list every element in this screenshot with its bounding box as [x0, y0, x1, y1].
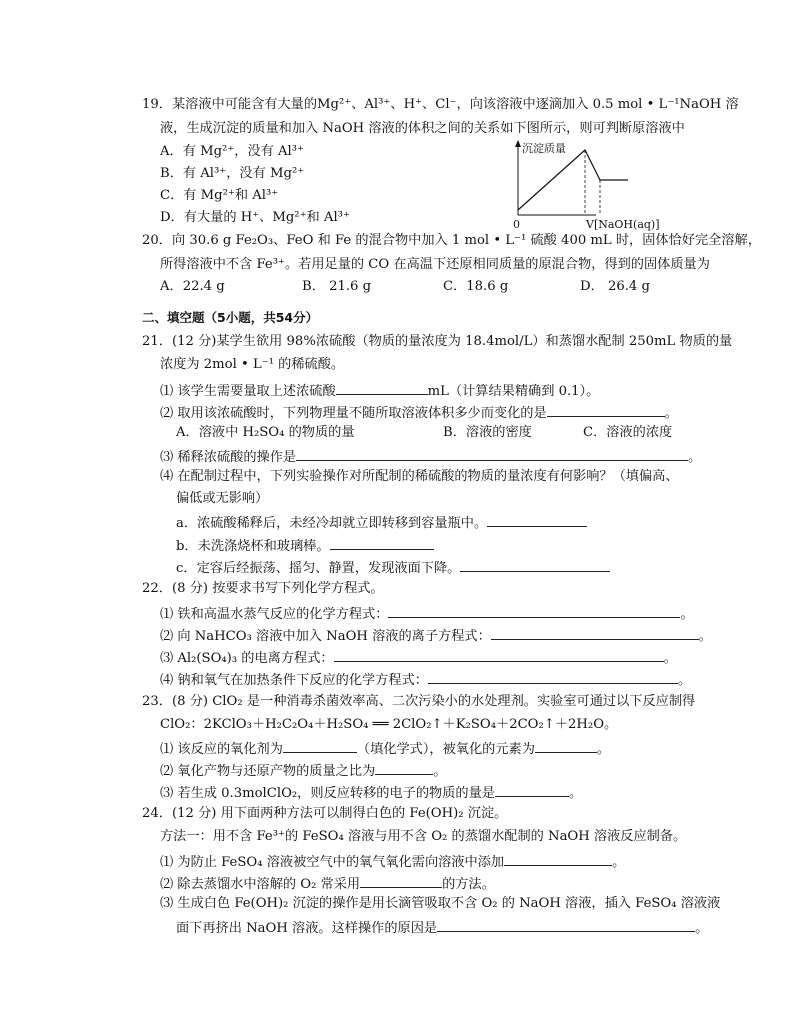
graph-curve [518, 150, 628, 210]
q21-part3-blank[interactable] [296, 446, 688, 461]
q21-part1 [160, 380, 599, 401]
q19-option-a: A．有 Mg²⁺，没有 Al³⁺ [160, 144, 305, 159]
q22-line1: 22．(8 分) 按要求书写下列化学方程式。 [142, 581, 384, 596]
q19-option-d: D．有大量的 H⁺、Mg²⁺和 Al³⁺ [160, 210, 350, 225]
q24-part3-end: 。 [695, 921, 709, 936]
q22-part2-end: 。 [698, 629, 712, 644]
q23-part1 [160, 738, 610, 759]
q23-part1-blank-a[interactable] [283, 738, 357, 753]
q21-part4-a-text: a．浓硫酸稀释后，未经冷却就立即转移到容量瓶中。 [176, 516, 488, 531]
q22-part1-text: ⑴ 铁和高温水蒸气反应的化学方程式： [160, 607, 389, 622]
q21-part4-line2: 偏低或无影响） [176, 491, 269, 506]
q21-part3 [160, 446, 701, 467]
q22-part4 [160, 669, 691, 690]
q22-part2 [160, 625, 712, 646]
q24-part3-line1: ⑶ 生成白色 Fe(OH)₂ 沉淀的操作是用长滴管吸取不含 O₂ 的 NaOH 溶液，插入 FeSO₄ 溶液液 [160, 896, 721, 911]
q24-part2-tail: 的方法。 [442, 877, 495, 892]
q23-part3 [160, 782, 582, 803]
q23-part3-blank[interactable] [495, 782, 569, 797]
q24-part1 [160, 851, 625, 872]
q20-line1: 20．向 30.6 g Fe₂O₃、FeO 和 Fe 的混合物中加入 1 mol • L⁻¹ 硫酸 400 mL 时，固体恰好完全溶解， [142, 233, 761, 248]
q22-part1 [160, 603, 694, 624]
precipitate-graph [510, 140, 690, 230]
q21-part4-c-blank[interactable] [460, 557, 610, 572]
q21-part4-a-blank[interactable] [487, 512, 587, 527]
q23-part2-end: 。 [433, 764, 447, 779]
q23-part2-blank[interactable] [375, 760, 433, 775]
q20-option-a: A．22.4 g [160, 279, 225, 294]
q23-part1-text: ⑴ 该反应的氧化剂为 [160, 742, 283, 757]
graph-origin: 0 [513, 218, 520, 231]
q21-part4-a [176, 512, 587, 533]
q24-part1-end: 。 [612, 855, 626, 870]
q24-method1: 方法一：用不含 Fe³⁺的 FeSO₄ 溶液与用不含 O₂ 的蒸馏水配制的 NaOH 溶液反应制备。 [160, 829, 687, 844]
q23-part3-end: 。 [569, 786, 583, 801]
q23-part1-end: 。 [596, 742, 611, 757]
q20-option-c: C．18.6 g [443, 279, 509, 294]
q24-part1-blank[interactable] [504, 851, 612, 866]
q21-part1-text: ⑴ 该学生需要量取上述浓硫酸 [160, 384, 336, 399]
q21-line1: 21．(12 分)某学生欲用 98%浓硫酸（物质的量浓度为 18.4mol/L）和蒸馏水配制 250mL 物质的量 [142, 334, 733, 349]
q20-option-d: D． 26.4 g [580, 279, 650, 294]
q21-part4-c [176, 557, 610, 578]
q23-part3-text: ⑶ 若生成 0.3molClO₂，则反应转移的电子的物质的量是 [160, 786, 495, 801]
q23-line1: 23．(8 分) ClO₂ 是一种消毒杀菌效率高、二次污染小的水处理剂。实验室可通过以下反应制得 [142, 694, 696, 709]
q22-part4-text: ⑷ 钠和氧气在加热条件下反应的化学方程式： [160, 673, 428, 688]
q24-part2-text: ⑵ 除去蒸馏水中溶解的 O₂ 常采用 [160, 877, 361, 892]
q24-part1-text: ⑴ 为防止 FeSO₄ 溶液被空气中的氧气氧化需向溶液中添加 [160, 855, 505, 870]
q20-line2: 所得溶液中不含 Fe³⁺。若用足量的 CO 在高温下还原相同质量的原混合物，得到的固体质量为 [160, 257, 710, 272]
q21-line2: 浓度为 2mol • L⁻¹ 的稀硫酸。 [160, 357, 345, 372]
q24-part2 [160, 873, 495, 894]
q21-part2-option-b: B．溶液的密度 [443, 425, 532, 440]
q23-part1-mid: （填化学式），被氧化的元素为 [356, 742, 535, 757]
q21-part1-blank[interactable] [336, 380, 428, 395]
graph-xlabel: V[NaOH(aq)] [586, 218, 660, 231]
q21-part4-c-text: c．定容后经振荡、摇匀、静置，发现液面下降。 [176, 561, 461, 576]
q21-part1-tail: mL（计算结果精确到 0.1）。 [427, 384, 600, 399]
q21-part4-b [176, 535, 434, 556]
q21-part3-text: ⑶ 稀释浓硫酸的操作是 [160, 450, 297, 465]
q22-part3-end: 。 [663, 651, 677, 666]
q21-part2 [160, 402, 678, 423]
q24-part2-blank[interactable] [360, 873, 442, 888]
q24-part3-line2 [176, 917, 708, 938]
q22-part1-blank[interactable] [388, 603, 680, 618]
q22-part4-blank[interactable] [428, 669, 678, 684]
q24-part3-text: 面下再挤出 NaOH 溶液。这样操作的原因是 [176, 921, 438, 936]
q21-part3-end: 。 [688, 450, 702, 465]
q24-line1: 24．(12 分) 用下面两种方法可以制得白色的 Fe(OH)₂ 沉淀。 [142, 806, 508, 821]
q19-option-b: B．有 Al³⁺，没有 Mg²⁺ [160, 166, 305, 181]
q21-part2-option-a: A．溶液中 H₂SO₄ 的物质的量 [176, 425, 355, 440]
q21-part2-end: 。 [664, 406, 678, 421]
q22-part4-end: 。 [677, 673, 692, 688]
q22-part2-blank[interactable] [491, 625, 699, 640]
q22-part1-end: 。 [680, 607, 694, 622]
q20-option-b: B． 21.6 g [302, 279, 372, 294]
graph-y-arrow [515, 140, 521, 147]
q22-part3-blank[interactable] [334, 647, 664, 662]
q23-part2 [160, 760, 446, 781]
q21-part2-blank[interactable] [547, 402, 665, 417]
q23-part1-blank-b[interactable] [535, 738, 597, 753]
q23-part2-text: ⑵ 氧化产物与还原产物的质量之比为 [160, 764, 376, 779]
q23-line2: ClO₂：2KClO₃＋H₂C₂O₄＋H₂SO₄ ══ 2ClO₂↑＋K₂SO₄＋2CO₂↑＋2H₂O。 [160, 717, 618, 732]
q21-part2-text: ⑵ 取用该浓硫酸时，下列物理量不随所取溶液体积多少而变化的是 [160, 406, 547, 421]
q22-part3 [160, 647, 677, 668]
q21-part4-b-text: b．未洗涤烧杯和玻璃棒。 [176, 539, 330, 554]
q19-line1: 19．某溶液中可能含有大量的Mg²⁺、Al³⁺、H⁺、Cl⁻，向该溶液中逐滴加入 0.5 mol • L⁻¹NaOH 溶 [142, 97, 739, 112]
q22-part3-text: ⑶ Al₂(SO₄)₃ 的电离方程式： [160, 651, 334, 666]
q21-part4-b-blank[interactable] [330, 535, 434, 550]
section-2-heading: 二、填空题（5小题，共54分） [142, 310, 319, 325]
q21-part4-line1: ⑷ 在配制过程中，下列实验操作对所配制的稀硫酸的物质的量浓度有何影响？（填偏高、 [160, 469, 679, 484]
graph-ylabel: 沉淀质量 [522, 142, 566, 155]
q21-part2-option-c: C．溶液的浓度 [583, 425, 673, 440]
q19-option-c: C．有 Mg²⁺和 Al³⁺ [160, 188, 279, 203]
q24-part3-blank[interactable] [437, 917, 695, 932]
q19-line2: 液，生成沉淀的质量和加入 NaOH 溶液的体积之间的关系如下图所示，则可判断原溶液中 [160, 121, 685, 136]
q22-part2-text: ⑵ 向 NaHCO₃ 溶液中加入 NaOH 溶液的离子方程式： [160, 629, 491, 644]
